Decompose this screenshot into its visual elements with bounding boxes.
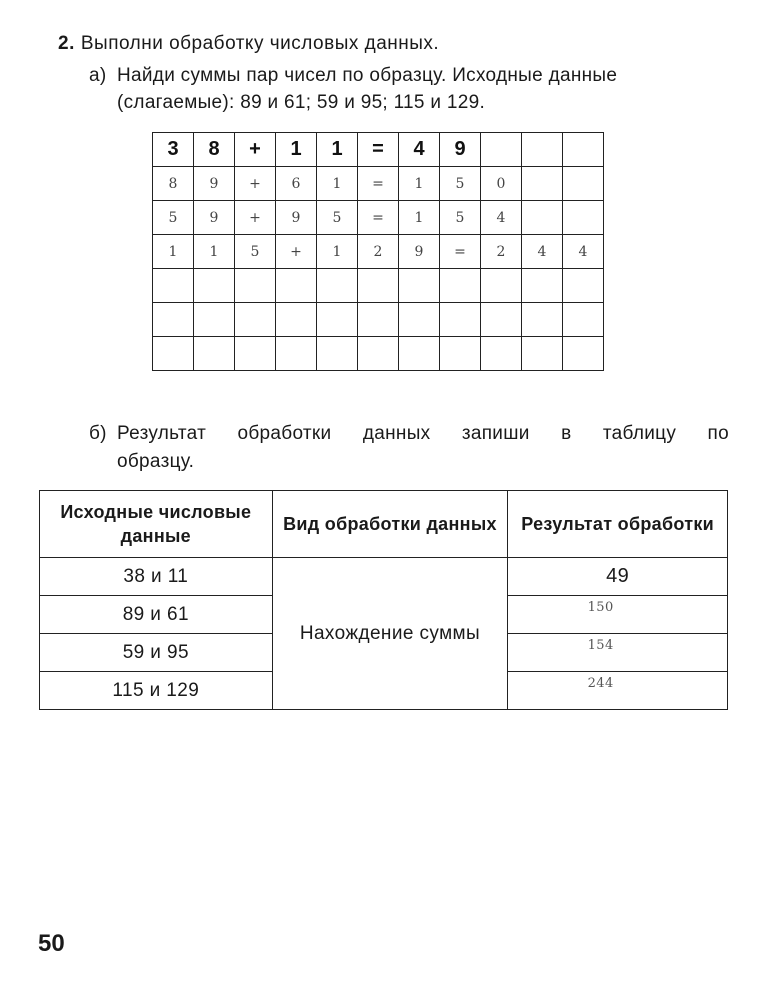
grid-cell: + (235, 167, 276, 201)
grid-cell[interactable] (317, 303, 358, 337)
grid-cell[interactable] (317, 337, 358, 371)
part-a-label: а) (89, 65, 107, 86)
grid-cell: 1 (194, 235, 235, 269)
grid-written-row (153, 167, 604, 201)
grid-cell[interactable] (153, 337, 194, 371)
grid-cell[interactable] (440, 303, 481, 337)
grid-cell[interactable] (440, 269, 481, 303)
grid-cell: 5 (440, 167, 481, 201)
grid-cell: 3 (153, 133, 194, 167)
result-cell[interactable] (508, 596, 728, 634)
grid-cell[interactable] (563, 337, 604, 371)
source-cell: 89 и 61 (40, 596, 273, 634)
grid-cell[interactable] (358, 337, 399, 371)
grid-cell[interactable] (481, 303, 522, 337)
grid-cell: + (276, 235, 317, 269)
grid-cell[interactable] (153, 303, 194, 337)
task-number: 2. (58, 33, 75, 54)
grid-cell: 8 (153, 167, 194, 201)
grid-sample-row (153, 133, 604, 167)
result-handwritten: 244 (587, 676, 614, 691)
grid-cell: = (358, 201, 399, 235)
grid-cell[interactable] (563, 303, 604, 337)
results-table (39, 490, 728, 710)
grid-cell[interactable] (358, 269, 399, 303)
grid-cell: 2 (358, 235, 399, 269)
grid-cell: 9 (399, 235, 440, 269)
grid-cell (563, 201, 604, 235)
part-b (89, 420, 729, 476)
source-cell: 115 и 129 (40, 672, 273, 710)
sum-grid (152, 132, 604, 371)
grid-cell[interactable] (399, 269, 440, 303)
grid-cell[interactable] (194, 269, 235, 303)
grid-cell: 1 (317, 167, 358, 201)
header-processing-kind: Вид обработки данных (272, 491, 508, 558)
grid-cell[interactable] (399, 337, 440, 371)
part-a-text: Найди суммы пар чисел по образцу. Исходные данные (слагаемые): 89 и 61; 59 и 95; 115 и 129. (117, 65, 618, 113)
grid-cell (522, 167, 563, 201)
task-heading (58, 33, 439, 55)
grid-cell (563, 167, 604, 201)
grid-cell[interactable] (235, 337, 276, 371)
grid-cell: 4 (522, 235, 563, 269)
grid-cell: 1 (276, 133, 317, 167)
grid-cell: 1 (399, 201, 440, 235)
result-handwritten: 154 (587, 638, 614, 653)
grid-cell (563, 133, 604, 167)
grid-empty-row (153, 269, 604, 303)
grid-written-row (153, 235, 604, 269)
part-a (89, 62, 739, 116)
result-cell[interactable] (508, 672, 728, 710)
grid-cell: 8 (194, 133, 235, 167)
task-title: Выполни обработку числовых данных. (80, 33, 440, 54)
grid-cell[interactable] (399, 303, 440, 337)
part-b-text: Результат обработки данных запиши в таблицу по образцу. (117, 423, 729, 472)
grid-cell: 1 (317, 235, 358, 269)
grid-cell: 4 (399, 133, 440, 167)
grid-written-row (153, 201, 604, 235)
grid-cell[interactable] (276, 303, 317, 337)
grid-cell: 1 (153, 235, 194, 269)
grid-cell[interactable] (481, 337, 522, 371)
grid-cell: 5 (317, 201, 358, 235)
grid-cell: 5 (440, 201, 481, 235)
grid-cell: = (358, 167, 399, 201)
grid-cell[interactable] (522, 303, 563, 337)
results-header-row (40, 491, 728, 558)
grid-cell: 5 (153, 201, 194, 235)
table-row (40, 558, 728, 596)
grid-cell[interactable] (235, 303, 276, 337)
grid-cell: 9 (194, 167, 235, 201)
result-handwritten: 150 (587, 600, 614, 615)
header-result: Результат обработки (508, 491, 728, 558)
grid-empty-row (153, 337, 604, 371)
grid-cell: 9 (276, 201, 317, 235)
grid-cell[interactable] (563, 269, 604, 303)
page-number: 50 (38, 930, 65, 957)
grid-cell (522, 133, 563, 167)
grid-cell: 9 (194, 201, 235, 235)
grid-cell: 1 (399, 167, 440, 201)
grid-cell: 4 (481, 201, 522, 235)
grid-cell[interactable] (522, 337, 563, 371)
result-cell: 49 (508, 558, 728, 596)
grid-cell: 4 (563, 235, 604, 269)
grid-cell: + (235, 201, 276, 235)
grid-cell[interactable] (440, 337, 481, 371)
part-b-label: б) (89, 423, 107, 444)
grid-cell[interactable] (153, 269, 194, 303)
grid-cell[interactable] (317, 269, 358, 303)
grid-cell: = (440, 235, 481, 269)
header-source-data: Исходные числовые данные (40, 491, 273, 558)
grid-cell[interactable] (358, 303, 399, 337)
processing-kind-cell: Нахождение суммы (272, 558, 508, 710)
grid-cell: 9 (440, 133, 481, 167)
grid-cell[interactable] (481, 269, 522, 303)
grid-cell: 5 (235, 235, 276, 269)
grid-empty-row (153, 303, 604, 337)
grid-cell (481, 133, 522, 167)
grid-cell: + (235, 133, 276, 167)
source-cell: 38 и 11 (40, 558, 273, 596)
grid-cell: = (358, 133, 399, 167)
grid-cell[interactable] (194, 303, 235, 337)
grid-cell: 0 (481, 167, 522, 201)
grid-cell: 2 (481, 235, 522, 269)
grid-cell[interactable] (276, 337, 317, 371)
source-cell: 59 и 95 (40, 634, 273, 672)
grid-cell: 6 (276, 167, 317, 201)
grid-cell: 1 (317, 133, 358, 167)
result-cell[interactable] (508, 634, 728, 672)
grid-cell[interactable] (194, 337, 235, 371)
grid-cell[interactable] (276, 269, 317, 303)
grid-cell[interactable] (235, 269, 276, 303)
grid-cell[interactable] (522, 269, 563, 303)
grid-cell (522, 201, 563, 235)
